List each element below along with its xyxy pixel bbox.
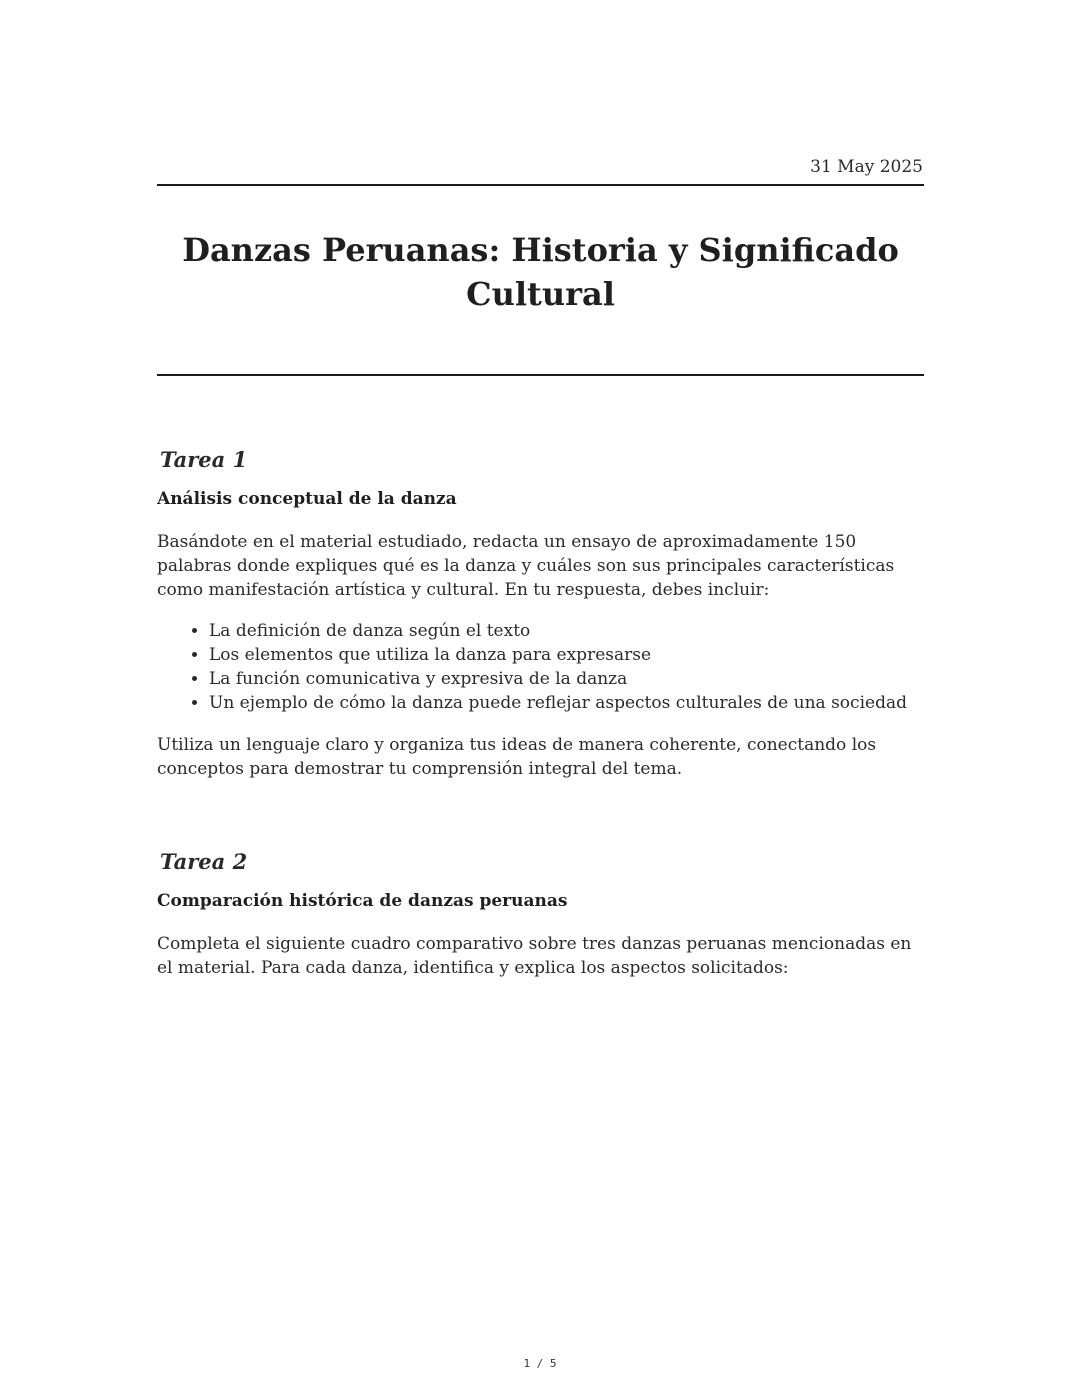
task-2-intro: Completa el siguiente cuadro comparativo sobre tres danzas peruanas mencionadas en el material. Para cada danza, identifica y explica los aspectos solicitados: (157, 934, 912, 978)
task-1-heading: Tarea 1 (160, 447, 248, 472)
document-title: Danzas Peruanas: Historia y Significado Cultural (182, 231, 899, 313)
page-indicator: 1 / 5 (523, 1357, 557, 1370)
list-item: • Un ejemplo de cómo la danza puede reflejar aspectos culturales de una sociedad (209, 691, 929, 715)
task-1-subtitle: Análisis conceptual de la danza (157, 489, 457, 509)
task-2-heading: Tarea 2 (160, 849, 248, 874)
task-1-bullet-list (157, 619, 929, 715)
header-date: 31 May 2025 (810, 157, 923, 177)
list-item: • La función comunicativa y expresiva de la danza (209, 667, 929, 691)
title-divider (157, 374, 924, 376)
task-1-intro: Basándote en el material estudiado, redacta un ensayo de aproximadamente 150 palabras donde expliques qué es la danza y cuáles son sus principales características como manifestación artística y cultural. En tu respuesta, debes incluir: (157, 532, 895, 600)
list-item: • La definición de danza según el texto (209, 619, 929, 643)
task-1-closing: Utiliza un lenguaje claro y organiza tus ideas de manera coherente, conectando los conceptos para demostrar tu comprensión integral del tema. (157, 735, 877, 779)
header-divider (157, 184, 924, 186)
list-item: • Los elementos que utiliza la danza para expresarse (209, 643, 929, 667)
task-2-subtitle: Comparación histórica de danzas peruanas (157, 891, 568, 911)
